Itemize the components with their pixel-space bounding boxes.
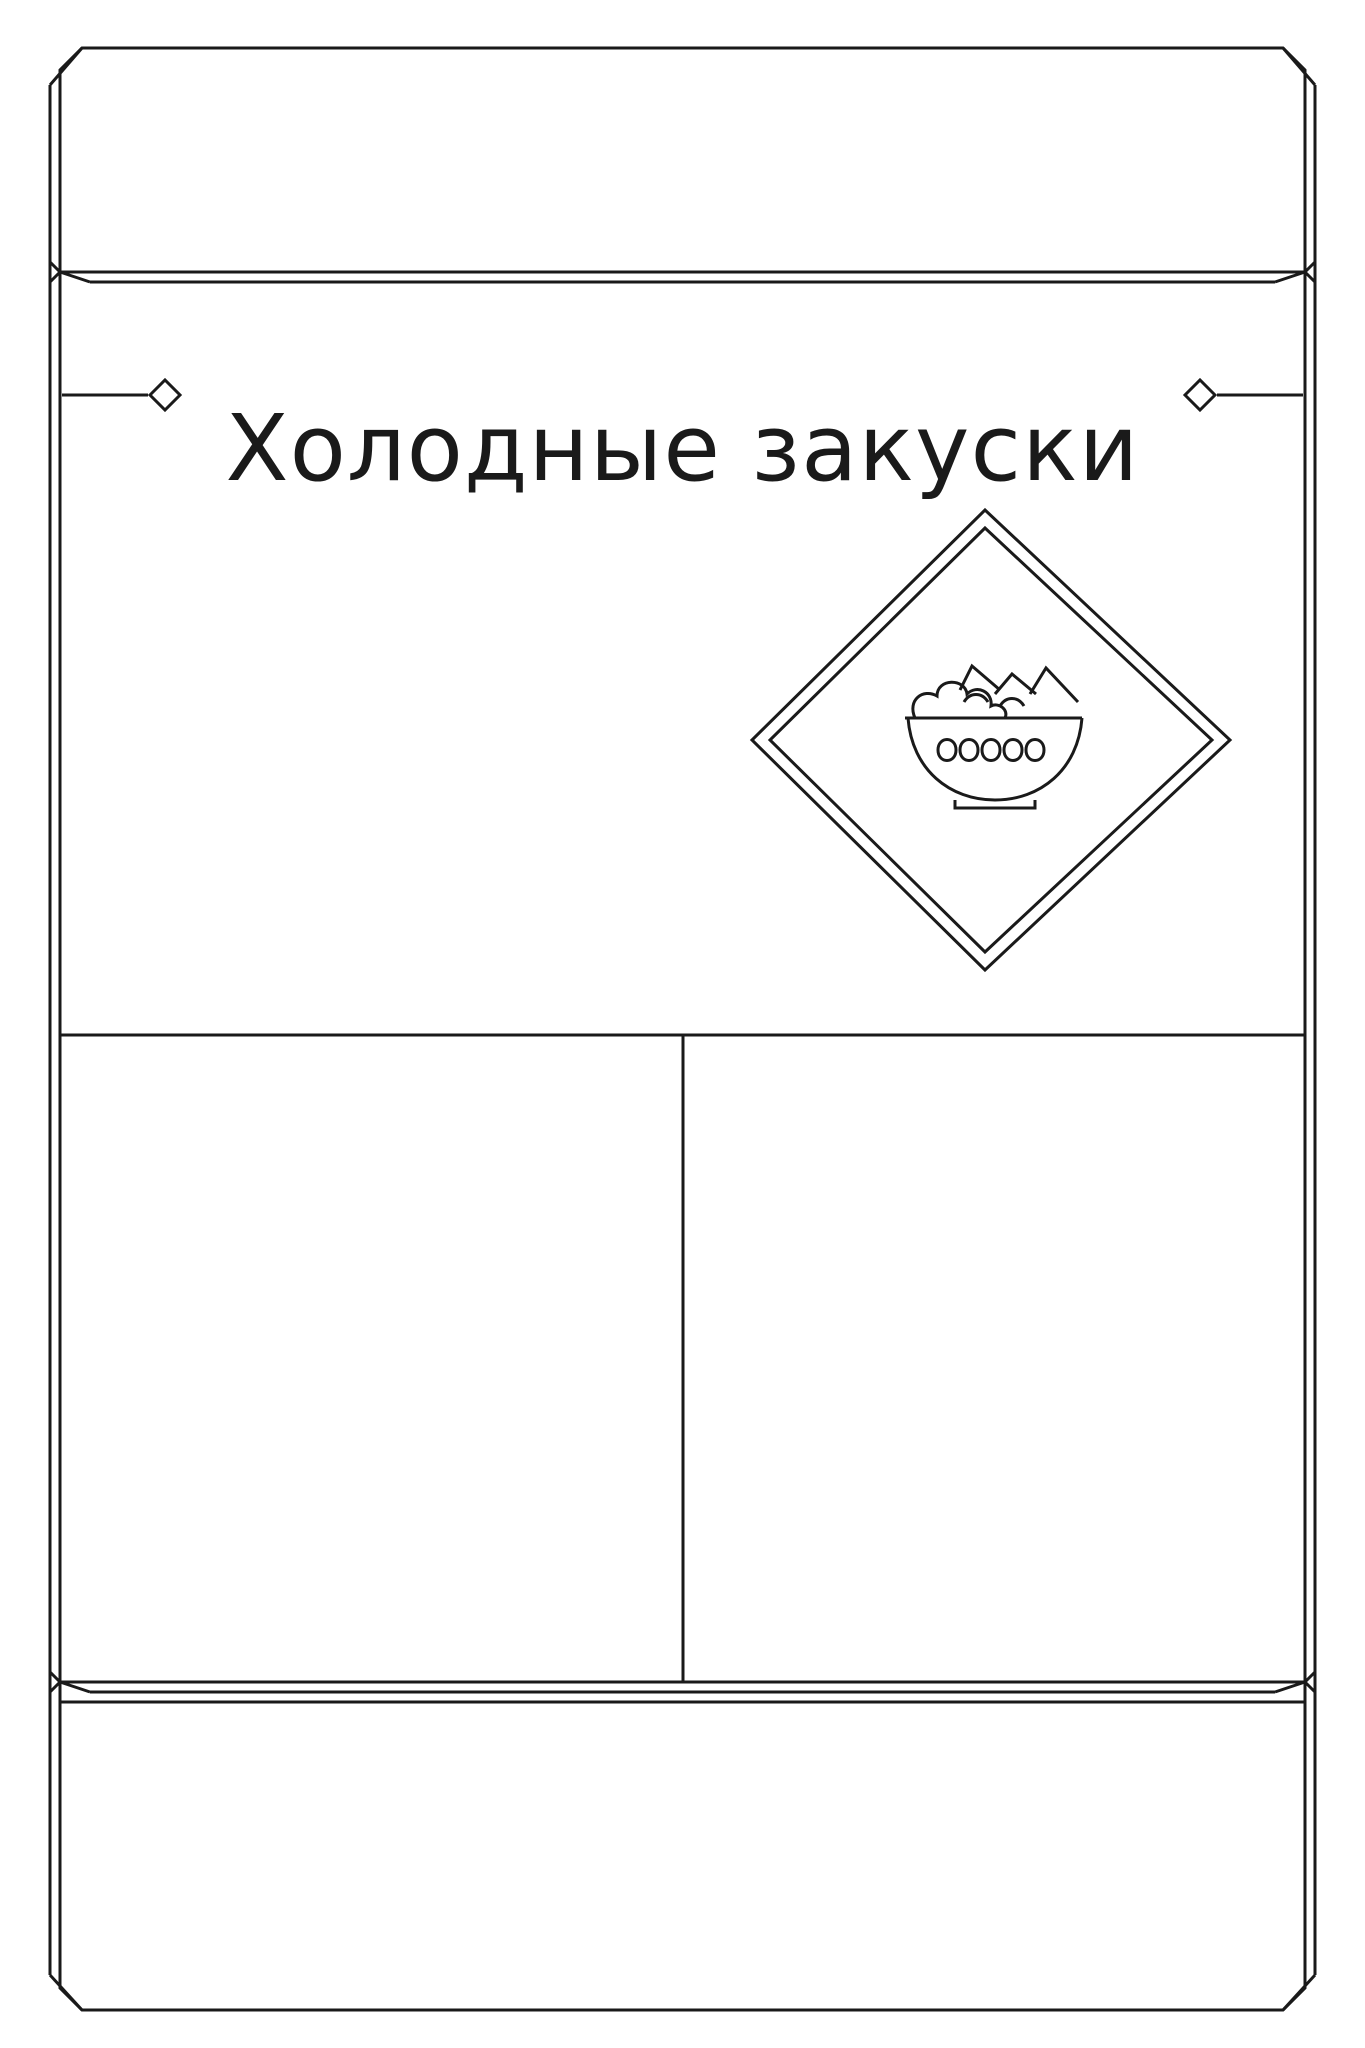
section-title: Холодные закуски: [225, 394, 1140, 502]
